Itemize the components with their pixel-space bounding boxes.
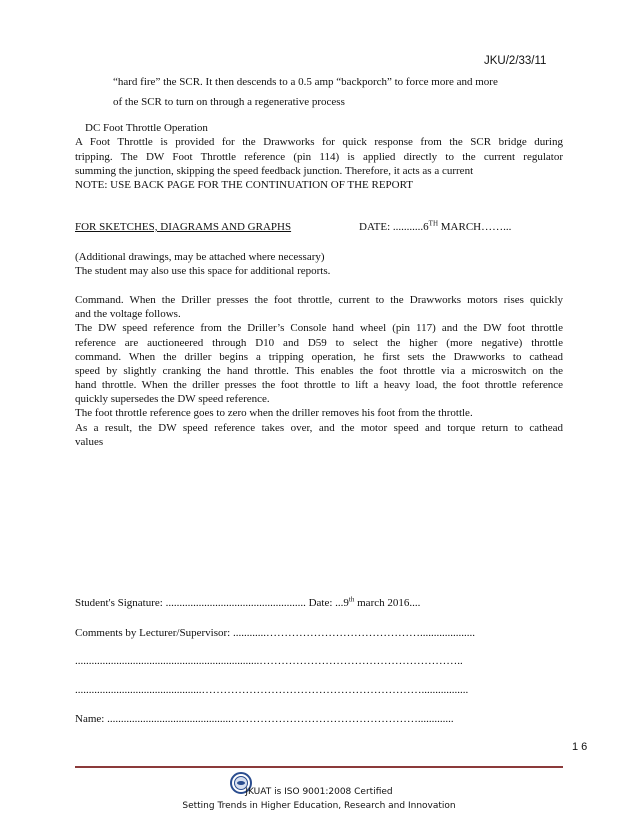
- sketch-heading: FOR SKETCHES, DIAGRAMS AND GRAPHS: [75, 221, 292, 233]
- body-line-5: command. When the driller begins a tripping operation, he first sets the Drawworks to cathead: [75, 351, 563, 363]
- footer-motto: Setting Trends in Higher Education, Research and Innovation: [182, 801, 456, 811]
- body-line-4: reference are auctioneered through D10 and D59 to select the higher (more negative) throttle: [75, 337, 563, 349]
- footer-rule: [75, 766, 563, 768]
- body-line-7: hand throttle. When the driller presses the foot throttle to lift a heavy load, the foot throttle reference: [75, 379, 563, 391]
- intro-line-2: of the SCR to turn on through a regenerative process: [113, 96, 345, 108]
- para1-line-2: tripping. The DW Foot Throttle reference (pin 114) is applied directly to the current regulator: [75, 151, 563, 163]
- document-code: JKU/2/33/11: [484, 55, 547, 67]
- footer-iso-text: JKUAT is ISO 9001:2008 Certified: [245, 787, 393, 797]
- date-line: DATE: ...........6TH MARCH……...: [359, 219, 512, 233]
- para1-line-3: summing the junction, skipping the speed feedback junction. Therefore, it acts as a current: [75, 165, 474, 177]
- additional-line-2: The student may also use this space for additional reports.: [75, 265, 331, 277]
- name-line: Name: .............................................…………………………………………….............: [75, 713, 454, 725]
- additional-line-1: (Additional drawings, may be attached where necessary): [75, 251, 325, 263]
- body-line-10: As a result, the DW speed reference takes over, and the motor speed and torque return to cathead: [75, 422, 563, 434]
- comments-dots-1: ...................................................................………………………………………………..: [75, 655, 463, 667]
- body-line-11: values: [75, 436, 104, 448]
- body-line-9: The foot throttle reference goes to zero when the driller removes his foot from the throttle.: [75, 407, 473, 419]
- comments-dots-2: ..............................................…………………………………………………….................: [75, 684, 469, 696]
- body-line-6: speed by slightly cranking the hand throttle. This enables the foot throttle via a microswitch on the: [75, 365, 563, 377]
- report-note: NOTE: USE BACK PAGE FOR THE CONTINUATION OF THE REPORT: [75, 179, 414, 191]
- signature-line: Student's Signature: ................................................... Date: ...9th march 2016....: [75, 595, 421, 609]
- section-title: DC Foot Throttle Operation: [85, 122, 208, 134]
- body-line-1: Command. When the Driller presses the foot throttle, current to the Drawworks motors rises quickly: [75, 294, 563, 306]
- body-line-8: quickly supersedes the DW speed reference.: [75, 393, 270, 405]
- intro-line-1: “hard fire” the SCR. It then descends to a 0.5 amp “backporch” to force more and more: [113, 76, 498, 88]
- para1-line-1: A Foot Throttle is provided for the Drawworks for quick response from the SCR bridge during: [75, 136, 563, 148]
- body-line-3: The DW speed reference from the Driller’s Console hand wheel (pin 117) and the DW foot throttle: [75, 322, 563, 334]
- comments-line: Comments by Lecturer/Supervisor: ............……………………………………....................: [75, 627, 475, 639]
- page-number: 1 6: [572, 741, 588, 753]
- body-line-2: and the voltage follows.: [75, 308, 181, 320]
